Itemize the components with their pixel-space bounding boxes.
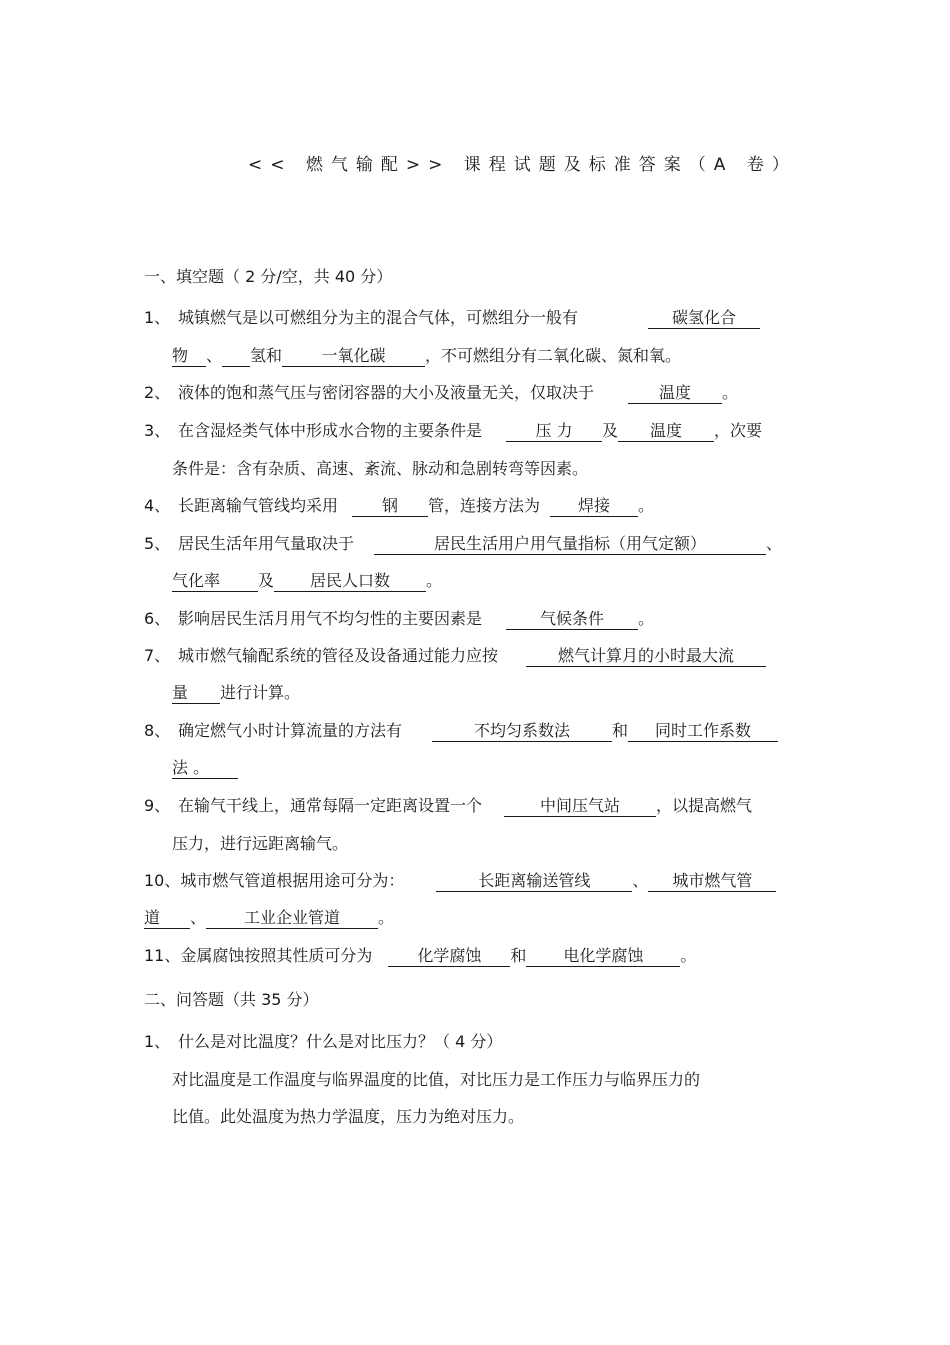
question-text-segment: 液体的饱和蒸气压与密闭容器的大小及液量无关，仅取决于 bbox=[178, 383, 595, 402]
answer-blank: 居民人口数 bbox=[274, 570, 426, 592]
question-text-segment: 。 bbox=[722, 383, 739, 402]
answer-blank: 碳氢化合 bbox=[648, 307, 760, 329]
question-text-line2 bbox=[172, 682, 300, 704]
answer-blank: 钢 bbox=[352, 495, 428, 517]
answer-blank: 长距离输送管线 bbox=[436, 870, 632, 892]
answer-blank: 化学腐蚀 bbox=[388, 945, 510, 967]
question-text bbox=[144, 945, 696, 967]
question-text bbox=[178, 420, 762, 442]
answer-blank: 中间压气站 bbox=[504, 795, 656, 817]
section-heading-qa: 二、问答题（共 35 分） bbox=[144, 990, 319, 1009]
question-text-segment: 及 bbox=[602, 421, 619, 440]
question-text bbox=[178, 307, 760, 329]
question-text-segment: 。 bbox=[378, 908, 395, 927]
question-text-line2: 条件是：含有杂质、高速、紊流、脉动和急剧转弯等因素。 bbox=[172, 459, 589, 478]
answer-blank: 焊接 bbox=[550, 495, 638, 517]
answer-blank: 法 。 bbox=[172, 757, 238, 779]
question-text-segment: 居民生活年用气量取决于 bbox=[178, 534, 355, 553]
answer-blank: 温度 bbox=[628, 382, 722, 404]
question-text bbox=[178, 495, 654, 517]
question-number: 8、 bbox=[144, 721, 171, 740]
question-text-segment: 。 bbox=[426, 571, 443, 590]
question-number: 1、 bbox=[144, 1032, 171, 1051]
question-text-segment: ，次要 bbox=[714, 421, 763, 440]
question-text-segment: 和 bbox=[612, 721, 629, 740]
question-text-segment: 在输气干线上，通常每隔一定距离设置一个 bbox=[178, 796, 483, 815]
question-text-segment: 金属腐蚀按照其性质可分为 bbox=[180, 946, 373, 965]
answer-text: 对比温度是工作温度与临界温度的比值，对比压力是工作压力与临界压力的 bbox=[172, 1070, 701, 1089]
answer-blank: 压 力 bbox=[506, 420, 602, 442]
question-number: 5、 bbox=[144, 534, 171, 553]
question-text-segment: 确定燃气小时计算流量的方法有 bbox=[178, 721, 403, 740]
question-number: 6、 bbox=[144, 609, 171, 628]
question-text-segment: 。 bbox=[638, 496, 655, 515]
answer-blank: 工业企业管道 bbox=[206, 907, 378, 929]
question-text bbox=[144, 870, 776, 892]
question-number: 4、 bbox=[144, 496, 171, 515]
question-text-segment: 管，连接方法为 bbox=[428, 496, 541, 515]
question-text-segment: ，不可燃组分有二氧化碳、氮和氧。 bbox=[425, 346, 682, 365]
question-text-segment: 、 bbox=[632, 871, 649, 890]
answer-blank: 量 bbox=[172, 682, 220, 704]
exam-title: << 燃气输配>> 课程试题及标准答案（A 卷） bbox=[248, 155, 797, 175]
answer-blank: 居民生活用户用气量指标（用气定额） bbox=[374, 533, 766, 555]
question-text-segment: 影响居民生活月用气不均匀性的主要因素是 bbox=[178, 609, 483, 628]
question-text-segment: 。 bbox=[680, 946, 697, 965]
question-text-segment: 城镇燃气是以可燃组分为主的混合气体，可燃组分一般有 bbox=[178, 308, 579, 327]
question-number: 7、 bbox=[144, 646, 171, 665]
question-text: 什么是对比温度？什么是对比压力？（ 4 分） bbox=[178, 1032, 503, 1051]
section-heading-fill-in: 一、填空题（ 2 分/空，共 40 分） bbox=[144, 267, 393, 286]
answer-blank: 不均匀系数法 bbox=[432, 720, 612, 742]
question-number: 1、 bbox=[144, 308, 171, 327]
question-text-segment: 、 bbox=[766, 534, 783, 553]
question-text-segment: 城市燃气输配系统的管径及设备通过能力应按 bbox=[178, 646, 499, 665]
question-text-segment: 氢和 bbox=[250, 346, 283, 365]
answer-blank: 温度 bbox=[618, 420, 714, 442]
question-text bbox=[178, 533, 782, 555]
question-text-line2 bbox=[144, 907, 394, 929]
question-text-segment: 。 bbox=[638, 609, 655, 628]
answer-blank: 电化学腐蚀 bbox=[526, 945, 680, 967]
question-text bbox=[178, 382, 738, 404]
question-number: 3、 bbox=[144, 421, 171, 440]
question-text-segment: 和 bbox=[510, 946, 527, 965]
question-text-segment: 进行计算。 bbox=[220, 683, 301, 702]
question-text-segment: 、 bbox=[190, 908, 207, 927]
question-text bbox=[178, 720, 778, 742]
answer-blank: 物 bbox=[172, 345, 206, 367]
question-text bbox=[178, 795, 752, 817]
answer-blank: 一氧化碳 bbox=[282, 345, 425, 367]
question-text-line2 bbox=[172, 757, 238, 779]
question-text-line2 bbox=[172, 345, 681, 367]
answer-blank: 道 bbox=[144, 907, 190, 929]
answer-text: 比值。此处温度为热力学温度，压力为绝对压力。 bbox=[172, 1107, 525, 1126]
question-text-segment: ，以提高燃气 bbox=[656, 796, 753, 815]
question-number: 9、 bbox=[144, 796, 171, 815]
answer-blank: 气化率 bbox=[172, 570, 258, 592]
question-text-segment: 在含湿烃类气体中形成水合物的主要条件是 bbox=[178, 421, 483, 440]
question-text-segment: 长距离输气管线均采用 bbox=[178, 496, 339, 515]
question-text-segment: 、 bbox=[206, 346, 223, 365]
question-text bbox=[178, 608, 654, 630]
question-text-line2 bbox=[172, 570, 442, 592]
question-number: 11、 bbox=[144, 946, 181, 965]
question-text-segment: 城市燃气管道根据用途可分为： bbox=[180, 871, 405, 890]
answer-blank: 燃气计算月的小时最大流 bbox=[526, 645, 766, 667]
answer-blank: 气候条件 bbox=[506, 608, 638, 630]
question-text-line2: 压力，进行远距离输气。 bbox=[172, 834, 349, 853]
question-text-segment: 及 bbox=[258, 571, 275, 590]
question-number: 10、 bbox=[144, 871, 181, 890]
answer-blank: 城市燃气管 bbox=[648, 870, 776, 892]
question-number: 2、 bbox=[144, 383, 171, 402]
question-text bbox=[178, 645, 766, 667]
answer-blank: 同时工作系数 bbox=[628, 720, 778, 742]
